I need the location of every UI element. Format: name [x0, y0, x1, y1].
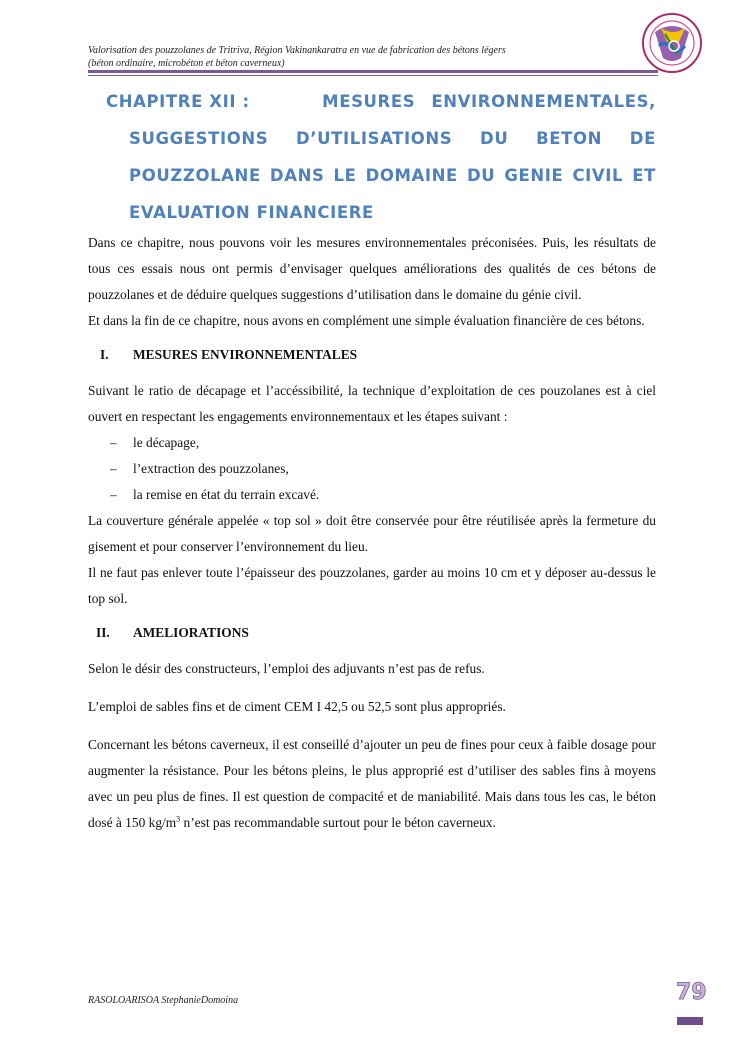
section-heading-2	[88, 620, 656, 646]
section-number: I.	[100, 347, 109, 362]
section1-paragraph-1: Suivant le ratio de décapage et l’accéssibilité, la technique d’exploitation de ces pouzolanes est à ciel ouvert en respectant les engagements environnementaux et les étapes suivant :	[88, 383, 656, 424]
steps-list	[88, 430, 656, 508]
section2-paragraph-3: Concernant les bétons caverneux, il est conseillé d’ajouter un peu de fines pour ceux à faible dosage pour augmenter la résistance. Pour les bétons pleins, le plus approprié est d’utiliser des sables fins à moyens avec un peu plus de fines. Il est question de compacité et de maniabilité. Mais dans tous les cas, le béton dosé à 150 $kg/m^3$ n’est pas recommandable surtout pour le béton caverneux.	[88, 737, 656, 830]
chapter-prefix: CHAPITRE XII :	[106, 92, 250, 111]
section1-paragraph-3: Il ne faut pas enlever toute l’épaisseur des pouzzolanes, garder au moins 10 cm et y déposer au-dessus le top sol.	[88, 565, 656, 606]
intro-paragraph-1: Dans ce chapitre, nous pouvons voir les mesures environnementales préconisées. Puis, les résultats de tous ces essais nous ont permis d’envisager quelques améliorations des qualités de ces bétons de pouzzolanes et de déduire quelques suggestions d’utilisation dans le domaine du génie civil.	[88, 235, 656, 302]
header-rule-thin	[88, 75, 658, 76]
dash-bullet-icon: –	[110, 487, 117, 502]
page-body	[88, 230, 656, 836]
section-number: II.	[96, 625, 110, 640]
chapter-title-line-4: EVALUATION FINANCIERE	[129, 203, 374, 222]
footer-author: RASOLOARISOA StephanieDomoina	[88, 995, 239, 1006]
page-number: 79	[676, 980, 707, 1005]
dash-bullet-icon: –	[110, 435, 117, 450]
header-line-2: (béton ordinaire, microbéton et béton caverneux)	[88, 58, 285, 69]
list-item: – le décapage,	[88, 430, 656, 456]
section1-paragraph-2: La couverture générale appelée « top sol » doit être conservée pour être réutilisée après la fermeture du gisement et pour conserver l’environnement du lieu.	[88, 513, 656, 554]
header-line-1: Valorisation des pouzzolanes de Tritriva, Région Vakinankaratra en vue de fabrication des bétons légers	[88, 45, 506, 56]
intro-paragraph-2: Et dans la fin de ce chapitre, nous avons en complément une simple évaluation financière de ces bétons.	[88, 313, 645, 328]
list-item: – l’extraction des pouzzolanes,	[88, 456, 656, 482]
section-title: MESURES ENVIRONNEMENTALES	[133, 347, 358, 362]
section2-paragraph-2: L’emploi de sables fins et de ciment CEM I 42,5 ou 52,5 sont plus appropriés.	[88, 699, 506, 714]
section-heading-1	[88, 342, 656, 368]
section2-paragraph-1: Selon le désir des constructeurs, l’emploi des adjuvants n’est pas de refus.	[88, 661, 485, 676]
page-number-bar	[677, 1017, 703, 1025]
chapter-title-line-2: SUGGESTIONS D’UTILISATIONS DU BETON DE	[129, 129, 656, 148]
university-seal-icon	[641, 12, 703, 74]
dash-bullet-icon: –	[110, 461, 117, 476]
header-rule-thick	[88, 70, 658, 73]
chapter-title-line-3: POUZZOLANE DANS LE DOMAINE DU GENIE CIVIL ET	[129, 166, 656, 185]
list-item: – la remise en état du terrain excavé.	[88, 482, 656, 508]
section-title: AMELIORATIONS	[133, 625, 249, 640]
running-header	[88, 44, 628, 70]
chapter-title-line-1: CHAPITRE XII : MESURES ENVIRONNEMENTALES,	[106, 88, 656, 125]
chapter-title	[106, 88, 656, 236]
